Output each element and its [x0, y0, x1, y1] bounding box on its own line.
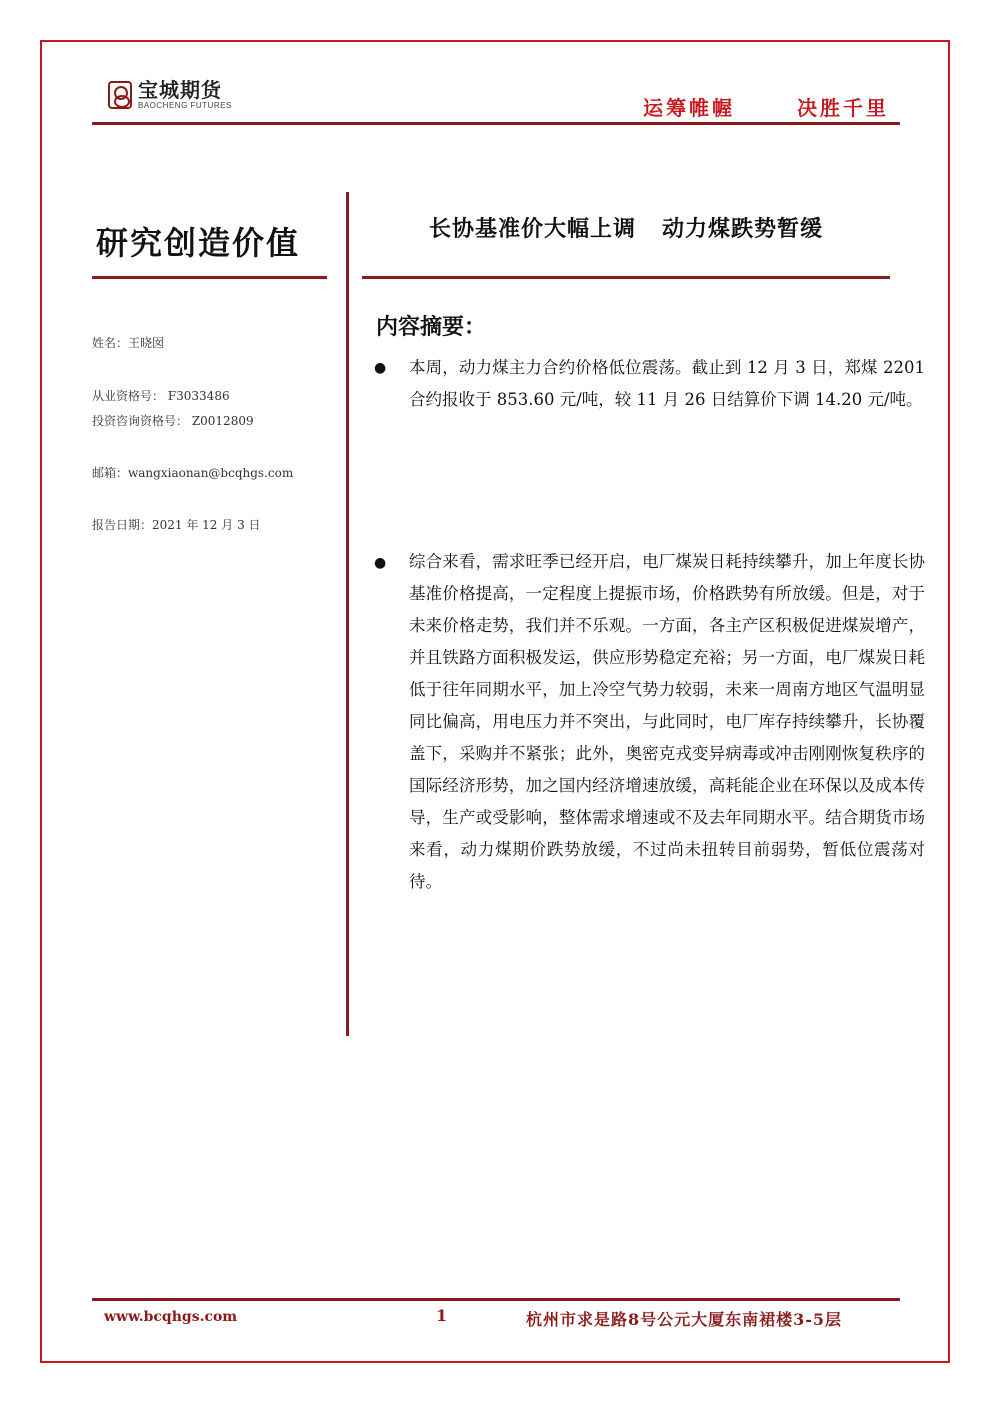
- title-part-1: 长协基准价大幅上调: [428, 216, 636, 242]
- footer-address: 杭州市求是路8号公元大厦东南裙楼3-5层: [526, 1310, 843, 1329]
- summary-paragraph-2: 综合来看，需求旺季已经开启，电厂煤炭日耗持续攀升，加上年度长协基准价格提高，一定程度上提振市场，价格跌势有所放缓。但是，对于未来价格走势，我们并不乐观。一方面，各主产区积极促进煤炭增产，并且铁路方面积极发运，供应形势稳定充裕；另一方面，电厂煤炭日耗低于往年同期水平，加上冷空气势力较弱，未来一周南方地区气温明显同比偏高，用电压力并不突出，与此同时，电厂库存持续攀升，长协覆盖下，采购并不紧张；此外，奥密克戎变异病毒或冲击刚刚恢复秩序的国际经济形势，加之国内经济增速放缓，高耗能企业在环保以及成本传导，生产或受影响，整体需求增速或不及去年同期水平。结合期货市场来看，动力煤期价跌势放缓，不过尚未扭转目前弱势，暂低位震荡对待。: [409, 552, 925, 891]
- slogan-right: 决胜千里: [797, 96, 889, 120]
- column-divider: [346, 192, 349, 1036]
- slogan-left: 运筹帷幄: [643, 96, 735, 120]
- company-logo: [108, 79, 232, 110]
- sidebar-divider: [92, 276, 327, 279]
- author-name: 姓名：王晓囡: [92, 336, 165, 350]
- author-email: 邮箱：wangxiaonan@bcqhgs.com: [92, 466, 294, 480]
- bullet-icon: ●: [374, 360, 387, 376]
- sidebar-motto: 研究创造价值: [96, 224, 301, 262]
- bullet-icon: ●: [374, 555, 387, 571]
- footer-website-link[interactable]: www.bcqhgs.com: [104, 1309, 238, 1325]
- footer-divider: [92, 1298, 900, 1301]
- practice-cert: 从业资格号： F3033486: [92, 389, 230, 403]
- page-number: 1: [436, 1306, 448, 1325]
- consult-cert: 投资咨询资格号： Z0012809: [92, 414, 254, 428]
- title-part-2: 动力煤跌势暂缓: [662, 216, 824, 242]
- logo-cn-text: 宝城期货: [138, 78, 222, 102]
- summary-heading: 内容摘要：: [376, 314, 487, 340]
- summary-paragraph-1: 本周，动力煤主力合约价格低位震荡。截止到 12 月 3 日，郑煤 2201 合约报收于 853.60 元/吨，较 11 月 26 日结算价下调 14.20 元/吨。: [409, 358, 925, 409]
- header-divider: [92, 122, 900, 125]
- report-title: [362, 212, 890, 243]
- report-date: 报告日期：2021 年 12 月 3 日: [92, 518, 261, 532]
- logo-en-text: BAOCHENG FUTURES: [138, 101, 232, 110]
- title-divider: [362, 276, 890, 279]
- logo-icon: [108, 81, 132, 109]
